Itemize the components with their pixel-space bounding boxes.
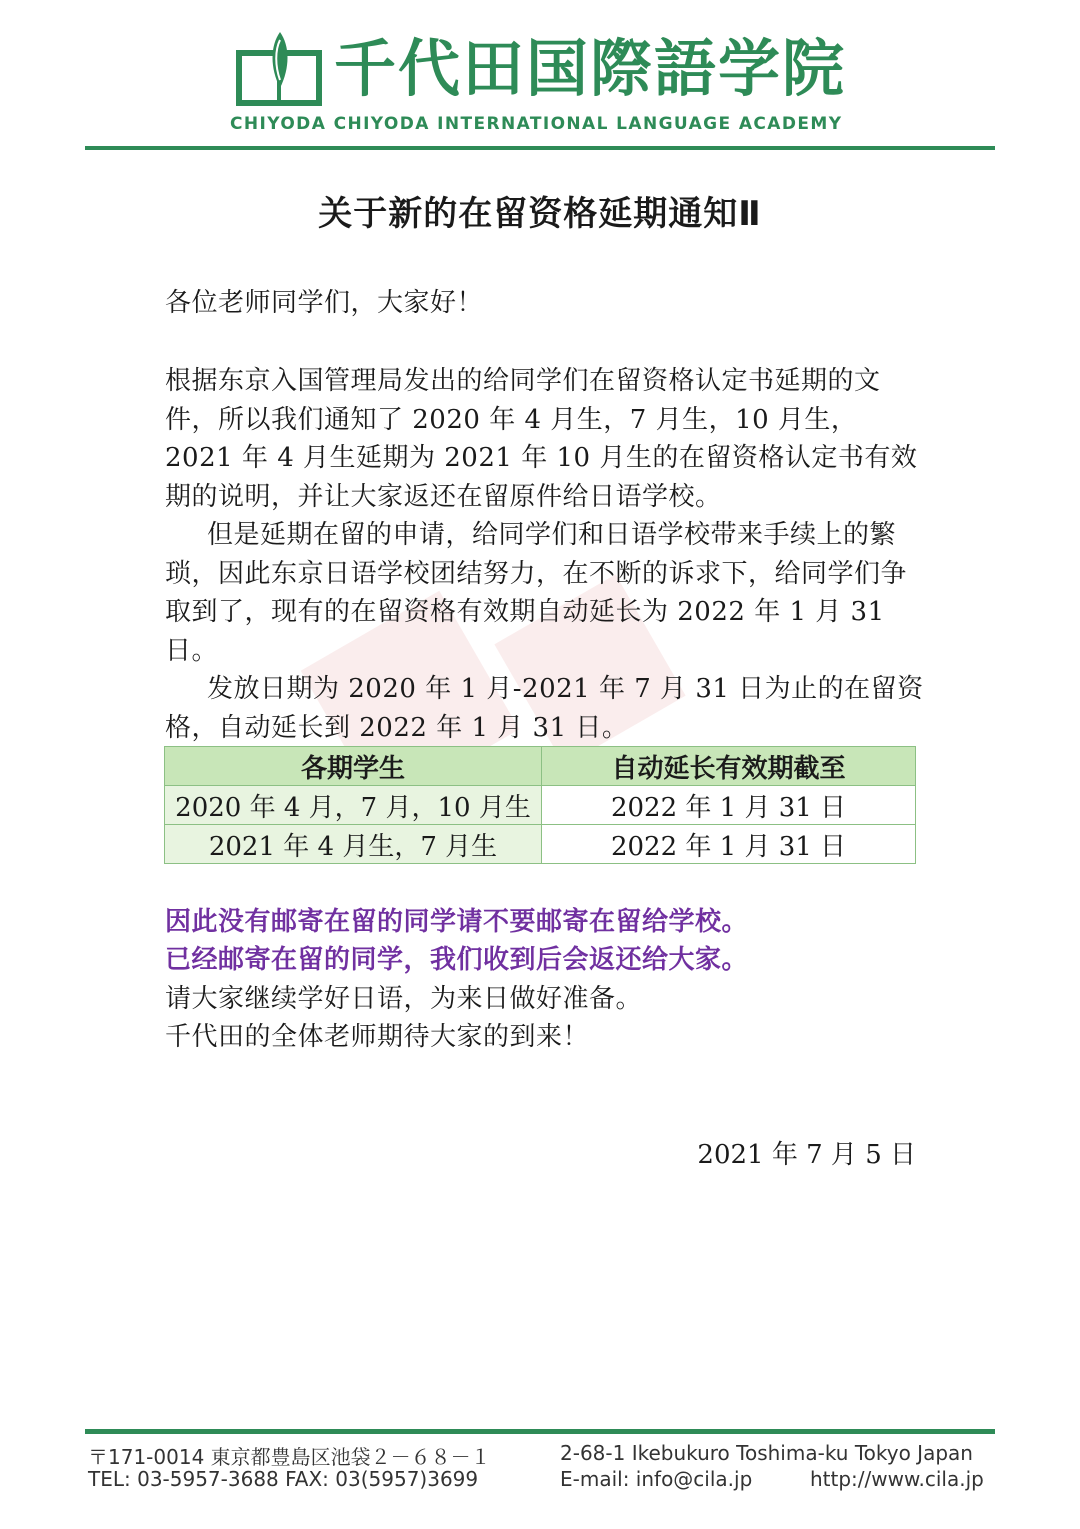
table-row: [165, 786, 916, 825]
table-cell: 2022 年 1 月 31 日: [542, 786, 916, 825]
table-header-cell: 自动延长有效期截至: [542, 747, 916, 786]
table-header-row: [165, 747, 916, 786]
footer-email[interactable]: E-mail: info@cila.jp: [560, 1467, 753, 1491]
table-header-cell: 各期学生: [165, 747, 542, 786]
page-title: 关于新的在留资格延期通知Ⅱ: [318, 194, 762, 234]
logo-name: 千代田国際語学院: [334, 32, 847, 105]
notice-purple-1: 因此没有邮寄在留的同学请不要邮寄在留给学校。: [165, 907, 749, 937]
greeting: 各位老师同学们，大家好！: [165, 288, 484, 318]
footer-address-jp: 〒171-0014 東京都豊島区池袋２－６８－１: [88, 1445, 491, 1469]
paragraph-3: 发放日期为 2020 年 1 月-2021 年 7 月 31 日为止的在留资格，自动延长到 2022 年 1 月 31 日。: [165, 674, 924, 743]
paragraph-1: 根据东京入国管理局发出的给同学们在留资格认定书延期的文件，所以我们通知了 2020 年 4 月生，7 月生，10 月生，2021 年 4 月生延期为 2021 年 10 月生的在留资格认定书有效期的说明，并让大家返还在留原件给日语学校。: [165, 366, 918, 512]
footer-tel-fax: TEL: 03-5957-3688 FAX: 03(5957)3699: [88, 1467, 479, 1491]
footer-address-en: 2-68-1 Ikebukuro Toshima-ku Tokyo Japan: [560, 1441, 973, 1465]
paragraph-2: 但是延期在留的申请，给同学们和日语学校带来手续上的繁琐，因此东京日语学校团结努力，在不断的诉求下，给同学们争取到了，现有的在留资格有效期自动延长为 2022 年 1 月 31 日。: [165, 520, 908, 666]
footer-divider: [85, 1429, 995, 1434]
issue-date: 2021 年 7 月 5 日: [697, 1140, 916, 1170]
extension-table: [164, 746, 916, 864]
logo-subtitle: CHIYODA CHIYODA INTERNATIONAL LANGUAGE ACADEMY: [230, 114, 843, 134]
header-divider: [85, 146, 995, 150]
table-cell: 2022 年 1 月 31 日: [542, 825, 916, 864]
notice-purple-2: 已经邮寄在留的同学，我们收到后会返还给大家。: [165, 945, 749, 975]
notice-line-3: 请大家继续学好日语，为来日做好准备。: [165, 984, 643, 1014]
table-cell: 2020 年 4 月，7 月，10 月生: [165, 786, 542, 825]
table-row: [165, 825, 916, 864]
notice-line-4: 千代田的全体老师期待大家的到来！: [165, 1022, 590, 1052]
open-book-icon: [234, 28, 326, 110]
logo: [230, 22, 850, 137]
table-cell: 2021 年 4 月生，7 月生: [165, 825, 542, 864]
footer-website[interactable]: http://www.cila.jp: [810, 1467, 984, 1491]
